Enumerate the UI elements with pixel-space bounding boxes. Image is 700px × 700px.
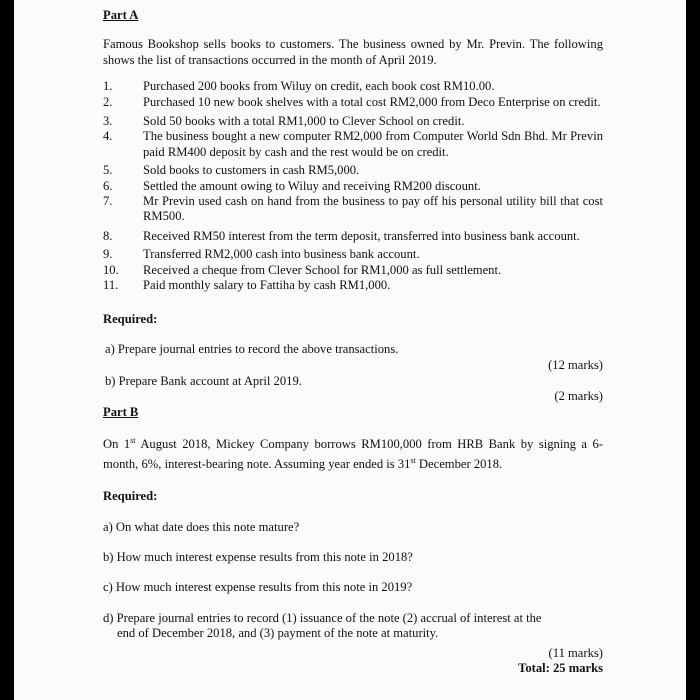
item-text: Purchased 200 books from Wiluy on credit, each book cost RM10.00. (143, 79, 495, 94)
item-text: Settled the amount owing to Wiluy and receiving RM200 discount. (143, 178, 481, 193)
item-number: 9. (103, 247, 113, 262)
part-b-intro (103, 433, 603, 472)
part-a-question-b: b) Prepare Bank account at April 2019. (105, 373, 302, 388)
item-text: The business bought a new computer RM2,000 from Computer World Sdn Bhd. Mr Previn paid RM400 deposit by cash and the rest would be on credit. (143, 129, 603, 159)
item-number: 2. (103, 94, 113, 109)
part-b-marks-d: (11 marks) (548, 645, 603, 660)
list-item (103, 194, 603, 225)
ordinal-suffix: st (130, 435, 136, 445)
list-item (103, 163, 603, 178)
item-number: 3. (103, 114, 113, 129)
item-text: Sold 50 books with a total RM1,000 to Clever School on credit. (143, 114, 465, 129)
part-a-heading: Part A (103, 8, 139, 22)
part-b-required-label: Required: (103, 489, 158, 504)
item-number: 5. (103, 163, 113, 178)
item-number: 4. (103, 129, 113, 144)
item-text: Received RM50 interest from the term deposit, transferred into business bank account. (143, 228, 580, 243)
transaction-list (103, 79, 603, 293)
part-a-required-label: Required: (103, 311, 158, 326)
item-number: 1. (103, 79, 113, 94)
item-text: Transferred RM2,000 cash into business bank account. (143, 247, 420, 262)
list-item (103, 129, 603, 160)
item-number: 6. (103, 178, 113, 193)
part-b-intro-text: December 2018. (415, 456, 503, 471)
item-text: Sold books to customers in cash RM5,000. (143, 163, 360, 178)
document-page (14, 0, 686, 700)
item-text: Purchased 10 new book shelves with a total cost RM2,000 from Deco Enterprise on credit. (143, 94, 601, 109)
part-a-marks-b: (2 marks) (554, 389, 603, 404)
part-b-heading: Part B (103, 404, 139, 419)
item-number: 7. (103, 194, 113, 209)
list-item (103, 263, 603, 278)
part-b-question-c: c) How much interest expense results from this note in 2019? (103, 580, 413, 595)
ordinal-suffix: st (410, 455, 416, 465)
item-number: 11. (103, 278, 119, 293)
item-text: Mr Previn used cash on hand from the business to pay off his personal utility bill that cost RM500. (143, 194, 603, 224)
list-item (103, 114, 603, 129)
part-b-intro-text: On 1 (103, 437, 131, 452)
part-b-question-d-cont: end of December 2018, and (3) payment of the note at maturity. (117, 626, 439, 641)
total-marks: Total: 25 marks (518, 660, 603, 675)
list-item (103, 247, 603, 262)
item-number: 8. (103, 228, 113, 243)
list-item (103, 179, 603, 194)
document-content (103, 8, 603, 676)
item-number: 10. (103, 262, 119, 277)
part-b-question-d: d) Prepare journal entries to record (1) issuance of the note (2) accrual of interest at the (103, 610, 542, 625)
list-item (103, 229, 603, 244)
part-b-question-b: b) How much interest expense results from this note in 2018? (103, 549, 413, 564)
part-a-intro: Famous Bookshop sells books to customers. The business owned by Mr. Previn. The following shows the list of transactions occurred in the month of April 2019. (103, 37, 603, 67)
part-b-question-a: a) On what date does this note mature? (103, 519, 300, 534)
list-item (103, 278, 603, 293)
part-b-intro-text: August 2018, Mickey Company borrows RM100,000 from HRB Bank by signing a 6-month, 6%, interest-bearing note. Assuming year ended is 31 (103, 437, 603, 471)
list-item (103, 95, 603, 110)
part-a-marks-a: (12 marks) (548, 358, 603, 373)
part-a-question-a: a) Prepare journal entries to record the above transactions. (105, 341, 399, 356)
item-text: Paid monthly salary to Fattiha by cash RM1,000. (143, 278, 391, 293)
item-text: Received a cheque from Clever School for RM1,000 as full settlement. (143, 262, 502, 277)
list-item (103, 79, 603, 94)
